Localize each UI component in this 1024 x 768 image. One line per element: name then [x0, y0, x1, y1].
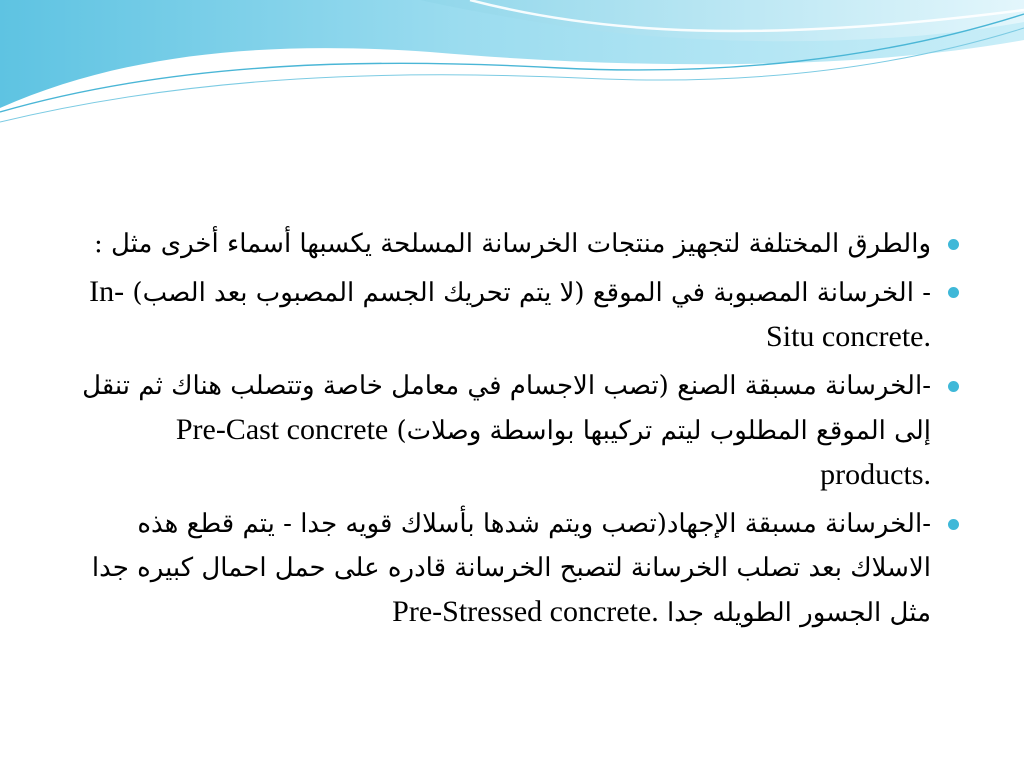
bullet-text-english: Pre-Stressed concrete. — [392, 595, 659, 628]
list-item — [60, 270, 965, 360]
bullet-text-arabic: -الخرسانة مسبقة الصنع (تصب الاجسام في معامل خاصة وتتصلب هناك ثم تنقل إلى الموقع المطلوب ليتم تركيبها بواسطة وصلات) — [82, 371, 931, 446]
bullet-text-english: Pre-Cast concrete products. — [175, 413, 931, 491]
bullet-text-arabic: -الخرسانة مسبقة الإجهاد(تصب ويتم شدها بأسلاك قويه جدا - يتم قطع هذه الاسلاك بعد تصلب الخرسانة لتصبح الخرسانة قادره على حمل احمال كبيره جدا مثل الجسور الطويله جدا — [91, 509, 931, 628]
bullet-text-english: In-Situ concrete. — [89, 275, 931, 353]
bullet-dot-icon — [948, 239, 959, 250]
slide-content — [60, 222, 965, 639]
bullet-text-arabic: - الخرسانة المصبوبة في الموقع (لا يتم تحريك الجسم المصبوب بعد الصب) — [132, 278, 931, 308]
bullet-dot-icon — [948, 519, 959, 530]
list-item — [60, 502, 965, 635]
bullet-text-arabic: والطرق المختلفة لتجهيز منتجات الخرسانة المسلحة يكسبها أسماء أخرى مثل : — [93, 229, 931, 259]
list-item — [60, 222, 965, 266]
bullet-dot-icon — [948, 287, 959, 298]
list-item — [60, 364, 965, 498]
bullet-list — [60, 222, 965, 635]
bullet-dot-icon — [948, 381, 959, 392]
decorative-wave-header — [0, 0, 1024, 130]
